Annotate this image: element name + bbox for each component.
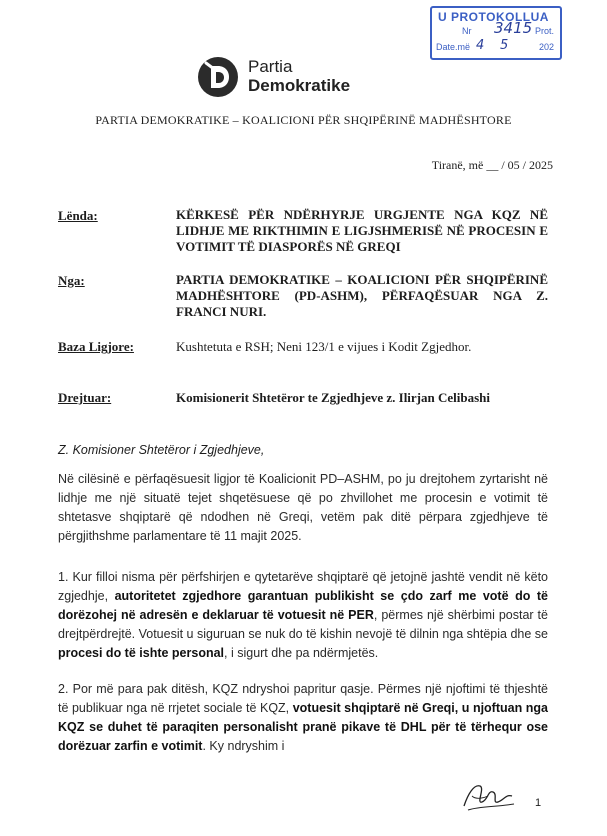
party-logo-icon <box>196 55 240 99</box>
p3-text-c: . Ky ndryshim i <box>202 739 285 753</box>
p2-text-e: , i sigurt dhe pa ndërmjetës. <box>224 646 379 660</box>
organization-header: PARTIA DEMOKRATIKE – KOALICIONI PËR SHQIPËRINË MADHËSHTORE <box>95 113 512 127</box>
stamp-year-label: 202 <box>538 42 554 52</box>
logo-line-2: Demokratike <box>248 76 351 95</box>
p2-text-c: , përmes një shërbimi postar të drejtpërdrejtë. Votuesit u siguruan se nuk do të kishin nevojë të dilnin nga shtëpia dhe se <box>58 608 548 641</box>
stamp-nr-value: 3415 <box>494 19 533 37</box>
party-logo-text <box>248 58 350 94</box>
salutation: Z. Komisioner Shtetëror i Zgjedhjeve, <box>58 443 265 457</box>
subject-value: KËRKESË PËR NDËRHYRJE URGJENTE NGA KQZ NË LIDHJE ME RIKTHIMIN E LIGJSHMERISË NË PROCESIN E VOTIMIT TË DIASPORËS NË GREQI <box>176 207 548 254</box>
stamp-prot-label: Prot. <box>534 26 554 36</box>
paragraph-1 <box>58 568 548 663</box>
from-label: Nga: <box>58 273 85 288</box>
p3-text-a: 2. Por më para pak ditësh, KQZ ndryshoi papritur qasje. Përmes një njoftimi të thjeshtë të publikuar nga në rrjetet sociale të KQZ, <box>58 682 548 715</box>
signature-icon <box>458 776 518 816</box>
paragraph-intro: Në cilësinë e përfaqësuesit ligjor të Koalicionit PD–ASHM, po ju drejtohem zyrtarisht në lidhje me një situatë tejet shqetësuese që po zhvillohet me procesin e votimit të shtetasve shqiptarë që ndodhen në Greqi, vetëm pak ditë përpara zgjedhjeve të përgjithshme parlamentare të 11 majit 2025. <box>58 472 548 543</box>
stamp-title: U PROTOKOLLUA <box>438 10 549 24</box>
p2-text-a: 1. Kur filloi nisma për përfshirjen e qytetarëve shqiptarë që jetojnë jashtë vendit në këto zgjedhje, <box>58 570 548 603</box>
logo-line-1: Partia <box>248 57 293 76</box>
p2-bold-personal: procesi do të ishte personal <box>58 646 225 660</box>
paragraph-2 <box>58 680 548 756</box>
legal-basis-value: Kushtetuta e RSH; Neni 123/1 e vijues i Kodit Zgjedhor. <box>176 339 472 354</box>
from-value: PARTIA DEMOKRATIKE – KOALICIONI PËR SHQIPËRINË MADHËSHTORE (PD-ASHM), PËRFAQËSUAR NGA Z. FRANCI NURI. <box>176 272 548 319</box>
stamp-date-month: 5 <box>500 38 509 53</box>
stamp-nr-label: Nr <box>462 26 472 36</box>
p2-bold-guarantee: autoritetet zgjedhore garantuan publikisht se çdo zarf me votë do të dorëzohej në adresën e deklaruar të votuesit në PER <box>58 589 548 622</box>
addressed-to-value: Komisionerit Shtetëror te Zgjedhjeve z. Ilirjan Celibashi <box>176 390 491 405</box>
stamp-date-label: Date.më <box>436 42 471 52</box>
page-number: 1 <box>535 797 542 809</box>
place-date: Tiranë, më __ / 05 / 2025 <box>431 158 553 172</box>
addressed-to-label: Drejtuar: <box>58 390 112 405</box>
p3-bold-notice: votuesit shqiptarë në Greqi, u njoftuan nga KQZ se duhet të paraqiten personalisht pranë pikave të DHL për të tërhequr ose dorëzuar zarfin e votimit <box>58 701 548 753</box>
legal-basis-label: Baza Ligjore: <box>58 339 134 354</box>
subject-label: Lënda: <box>58 208 98 223</box>
stamp-date-day: 4 <box>476 38 485 53</box>
protocol-stamp <box>430 6 562 60</box>
